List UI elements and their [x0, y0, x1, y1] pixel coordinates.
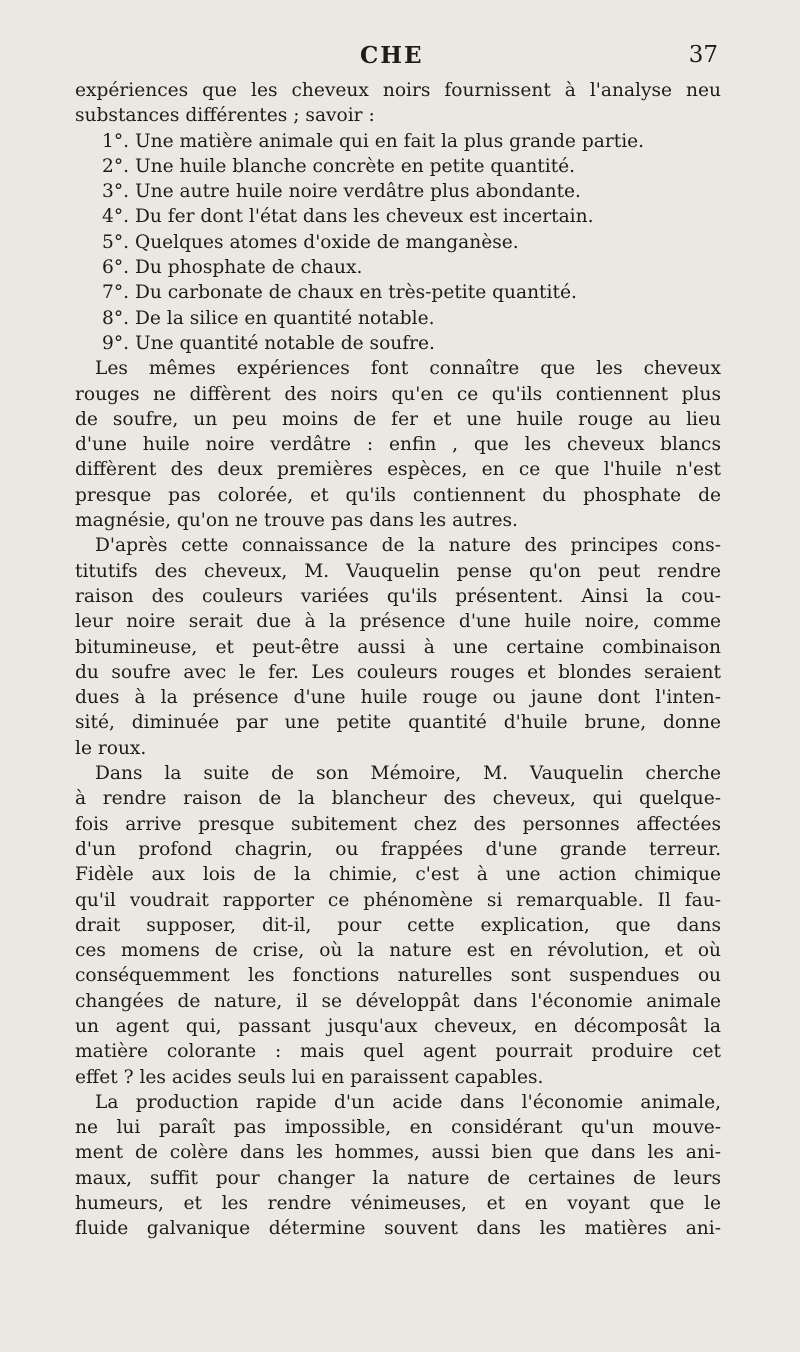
text-line: 1°. Une matière animale qui en fait la plus grande partie.: [102, 130, 645, 152]
text-line: 3°. Une autre huile noire verdâtre plus abondante.: [102, 181, 581, 203]
text-line: magnésie, qu'on ne trouve pas dans les autres.: [75, 510, 518, 532]
text-line: fluide galvanique détermine souvent dans les matières ani-: [75, 1218, 721, 1240]
text-line: rouges ne diffèrent des noirs qu'en ce qu'ils contiennent plus: [75, 383, 721, 405]
text-line: 9°. Une quantité notable de soufre.: [102, 332, 435, 354]
text-line: matière colorante : mais quel agent pourrait produire cet: [75, 1041, 721, 1063]
text-line: expériences que les cheveux noirs fournissent à l'analyse neu: [75, 80, 721, 101]
page-number: 37: [688, 42, 718, 68]
text-line: substances différentes ; savoir :: [75, 105, 375, 127]
text-line: humeurs, et les rendre vénimeuses, et en voyant que le: [75, 1193, 721, 1215]
text-line: d'un profond chagrin, ou frappées d'une grande terreur.: [75, 838, 721, 860]
text-line: leur noire serait due à la présence d'une huile noire, comme: [75, 611, 721, 633]
body-text: [75, 78, 721, 1242]
text-line: fois arrive presque subitement chez des personnes affectées: [75, 813, 721, 835]
text-line: 2°. Une huile blanche concrète en petite quantité.: [102, 155, 576, 177]
text-line: titutifs des cheveux, M. Vauquelin pense qu'on peut rendre: [75, 560, 721, 582]
text-line: ment de colère dans les hommes, aussi bien que dans les ani-: [75, 1142, 721, 1164]
text-line: de soufre, un peu moins de fer et une huile rouge au lieu: [75, 408, 721, 430]
text-line: Fidèle aux lois de la chimie, c'est à une action chimique: [75, 864, 721, 886]
text-line: drait supposer, dit-il, pour cette explication, que dans: [75, 914, 721, 936]
text-line: ces momens de crise, où la nature est en révolution, et où: [75, 940, 721, 962]
page-header: [0, 42, 800, 76]
text-line: qu'il voudrait rapporter ce phénomène si remarquable. Il fau-: [75, 889, 721, 911]
text-line: ne lui paraît pas impossible, en considérant qu'un mouve-: [75, 1117, 721, 1139]
text-line: d'une huile noire verdâtre : enfin , que les cheveux blancs: [75, 434, 721, 456]
text-line: dues à la présence d'une huile rouge ou jaune dont l'inten-: [75, 687, 721, 709]
text-line: raison des couleurs variées qu'ils présentent. Ainsi la cou-: [75, 585, 721, 607]
text-line: diffèrent des deux premières espèces, en ce que l'huile n'est: [75, 459, 721, 481]
text-line: 6°. Du phosphate de chaux.: [102, 257, 363, 279]
text-line: 7°. Du carbonate de chaux en très-petite quantité.: [102, 282, 577, 304]
text-line: à rendre raison de la blancheur des cheveux, qui quelque-: [75, 788, 721, 810]
text-line: presque pas colorée, et qu'ils contiennent du phosphate de: [75, 484, 721, 506]
text-line: Les mêmes expériences font connaître que les cheveux: [95, 358, 721, 380]
text-line: changées de nature, il se développât dans l'économie animale: [75, 990, 721, 1012]
text-line: effet ? les acides seuls lui en paraissent capables.: [75, 1066, 544, 1088]
text-line: 5°. Quelques atomes d'oxide de manganèse.: [102, 231, 519, 253]
text-line: D'après cette connaissance de la nature des principes cons-: [95, 535, 721, 557]
text-line: 8°. De la silice en quantité notable.: [102, 307, 435, 329]
text-line: bitumineuse, et peut-être aussi à une certaine combinaison: [75, 636, 721, 658]
text-line: La production rapide d'un acide dans l'économie animale,: [95, 1091, 721, 1113]
text-line: Dans la suite de son Mémoire, M. Vauquelin cherche: [95, 763, 721, 785]
running-head: CHE: [360, 42, 424, 69]
text-line: conséquemment les fonctions naturelles sont suspendues ou: [75, 965, 721, 987]
text-line: maux, suffit pour changer la nature de certaines de leurs: [75, 1167, 721, 1189]
text-line: du soufre avec le fer. Les couleurs rouges et blondes seraient: [75, 661, 721, 683]
text-line: le roux.: [75, 737, 147, 759]
text-line: 4°. Du fer dont l'état dans les cheveux est incertain.: [102, 206, 594, 228]
text-line: un agent qui, passant jusqu'aux cheveux, en décomposât la: [75, 1015, 721, 1037]
text-line: sité, diminuée par une petite quantité d'huile brune, donne: [75, 712, 721, 734]
